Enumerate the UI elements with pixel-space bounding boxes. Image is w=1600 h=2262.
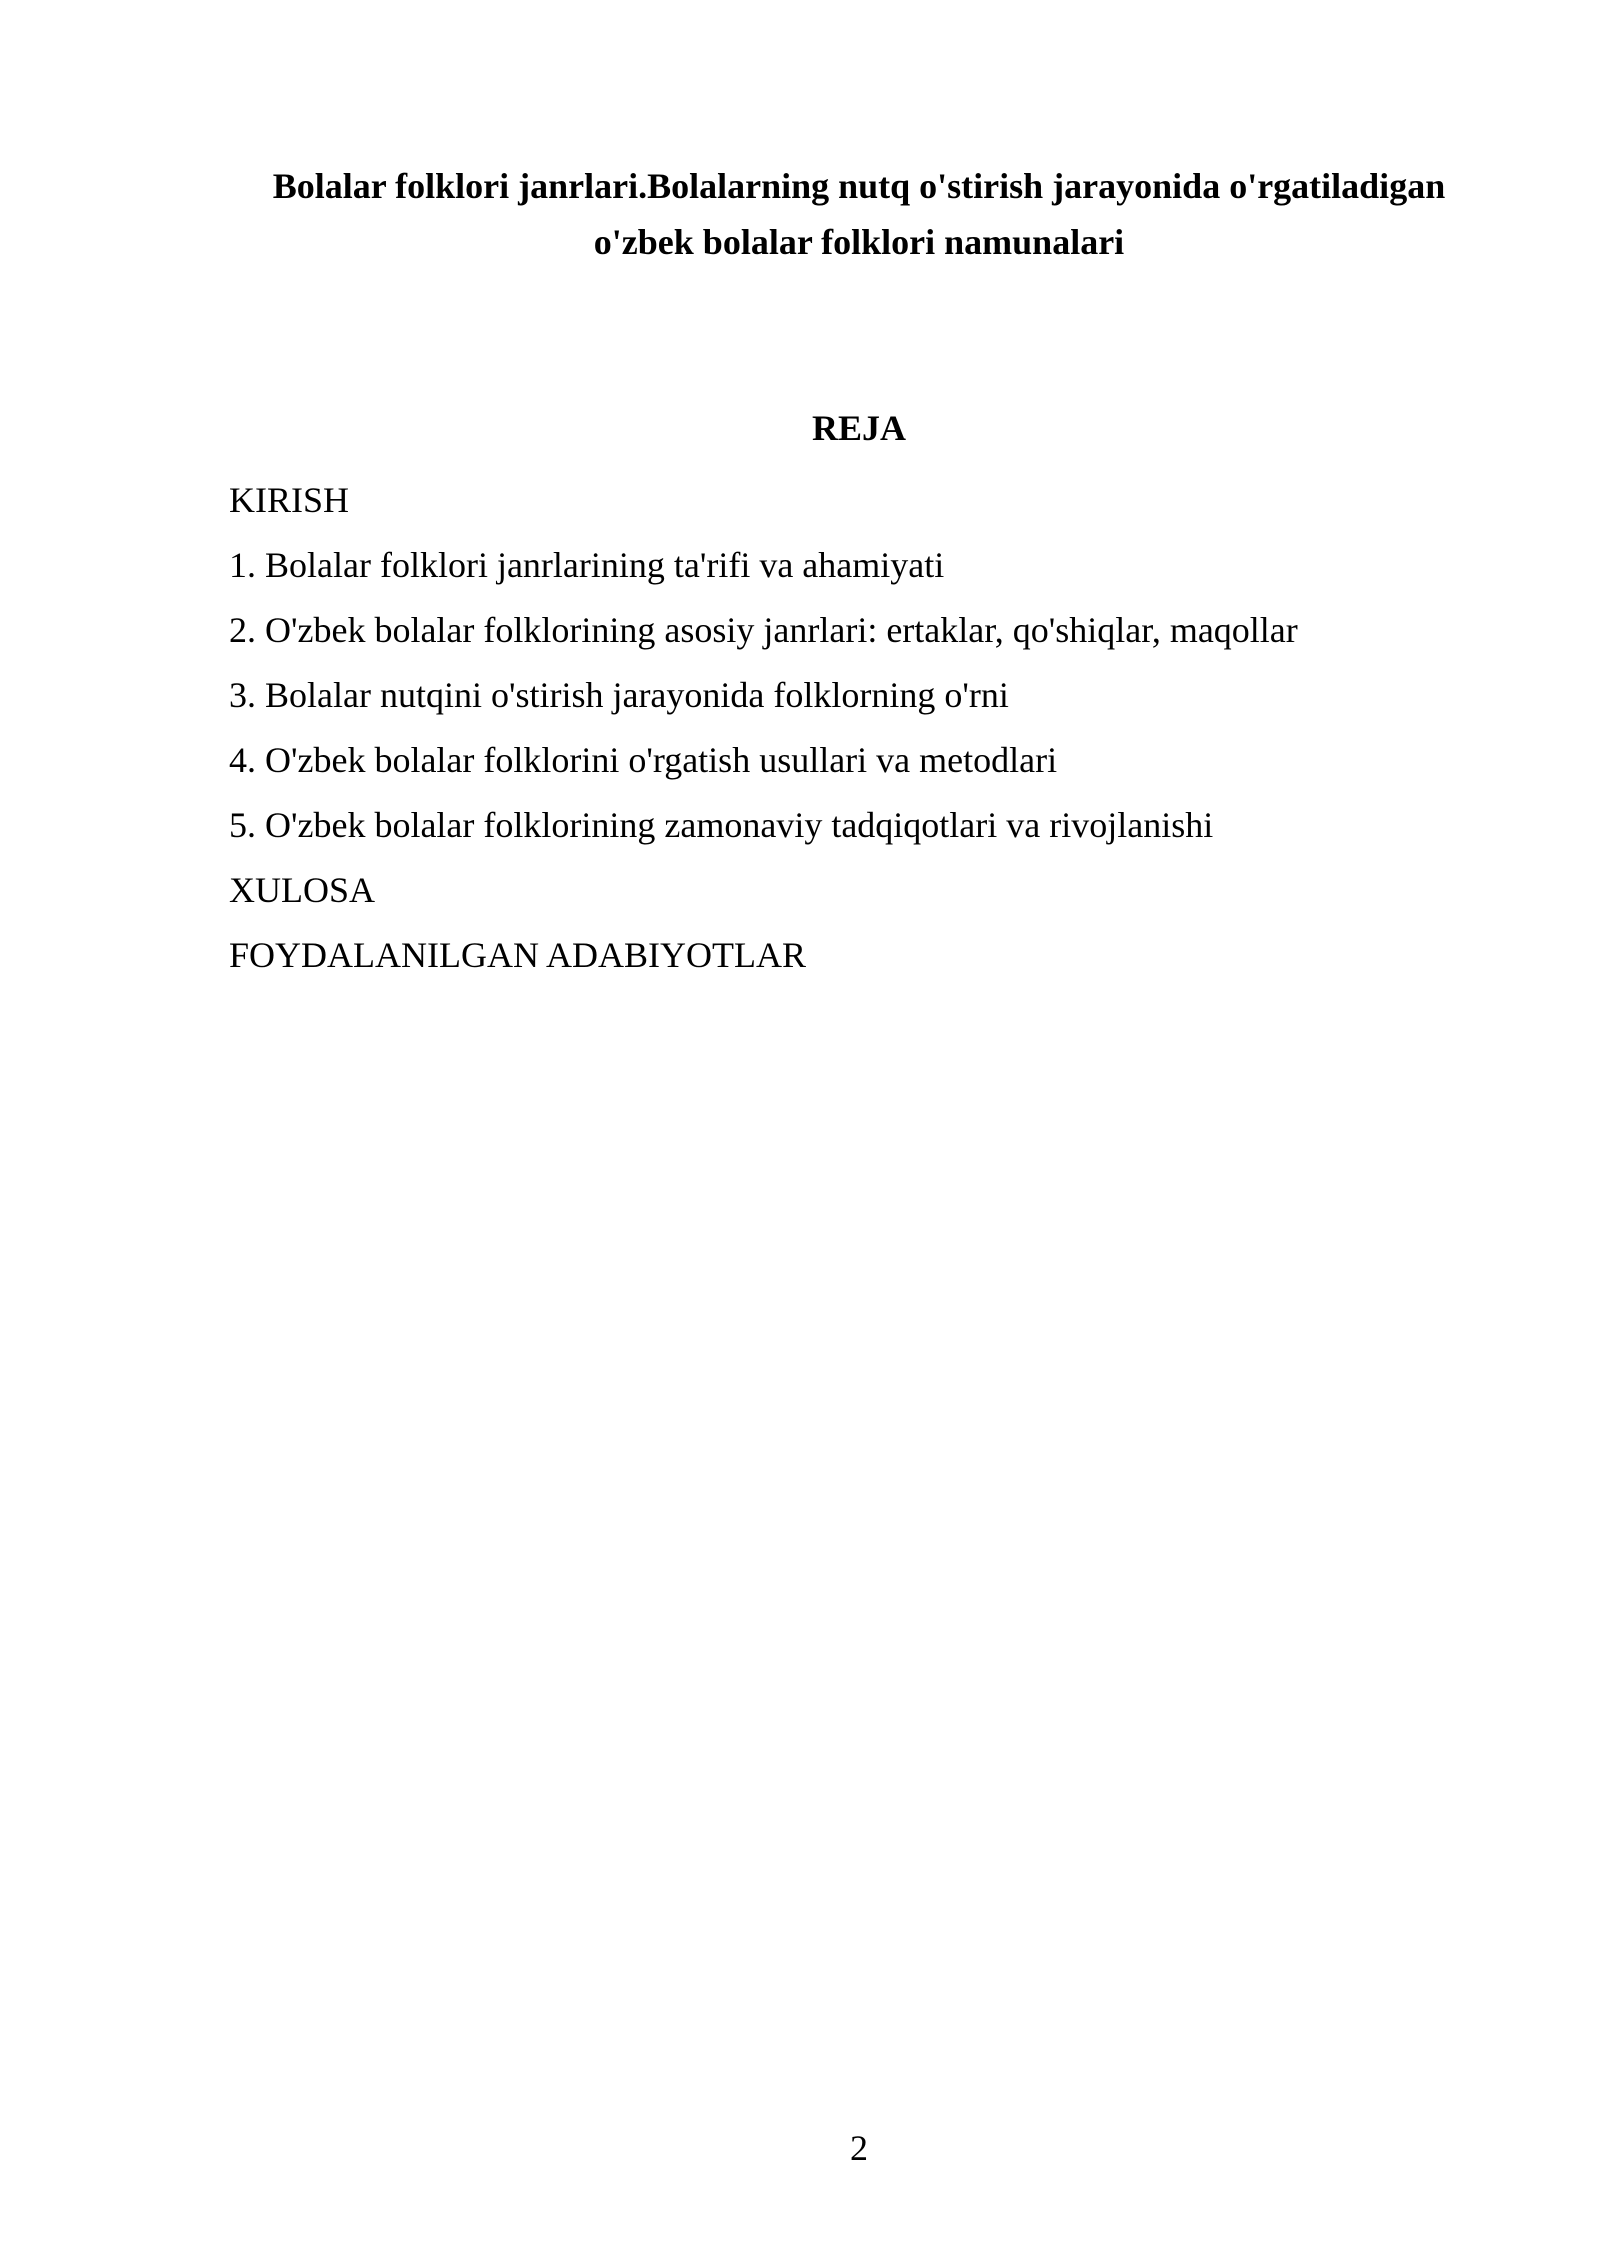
document-title-line-2: o'zbek bolalar folklori namunalari — [593, 222, 1125, 262]
plan-list — [229, 472, 1298, 992]
plan-item-conclusion: XULOSA — [229, 870, 376, 910]
page-number: 2 — [850, 2128, 868, 2168]
plan-item-1: 1. Bolalar folklori janrlarining ta'rifi va ahamiyati — [229, 545, 945, 585]
plan-item-references: FOYDALANILGAN ADABIYOTLAR — [229, 935, 806, 975]
document-title-line-1: Bolalar folklori janrlari.Bolalarning nutq o'stirish jarayonida o'rgatiladigan — [272, 166, 1446, 206]
plan-item-4: 4. O'zbek bolalar folklorini o'rgatish usullari va metodlari — [229, 740, 1058, 780]
plan-item-intro: KIRISH — [229, 480, 350, 520]
plan-heading: REJA — [811, 408, 906, 448]
plan-item-5: 5. O'zbek bolalar folklorining zamonaviy tadqiqotlari va rivojlanishi — [229, 805, 1214, 845]
document-title — [229, 158, 1489, 270]
plan-item-2: 2. O'zbek bolalar folklorining asosiy janrlari: ertaklar, qo'shiqlar, maqollar — [229, 610, 1298, 650]
plan-item-3: 3. Bolalar nutqini o'stirish jarayonida folklorning o'rni — [229, 675, 1009, 715]
